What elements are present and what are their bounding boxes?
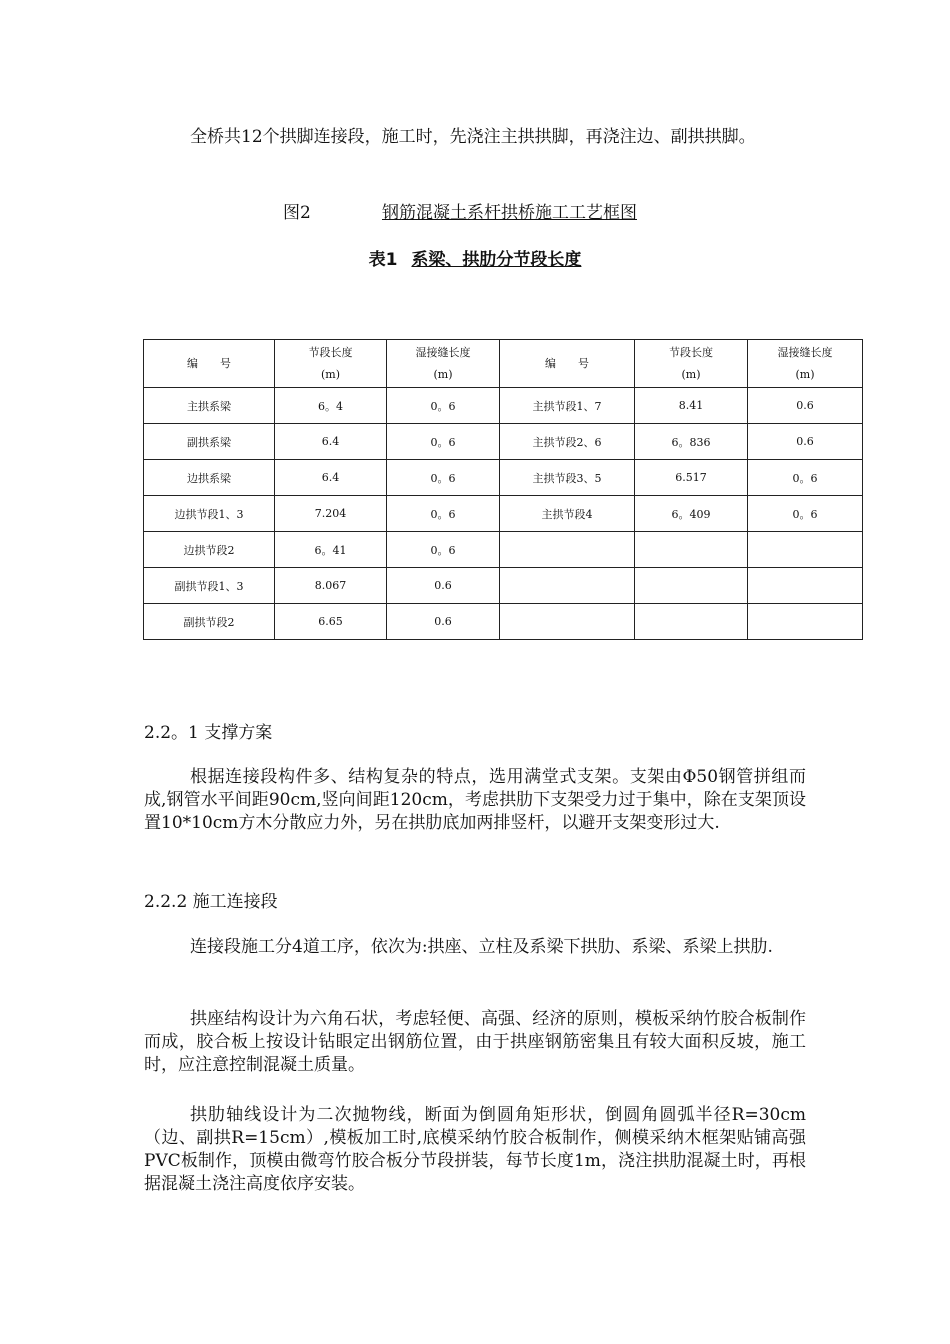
table-cell bbox=[635, 568, 748, 604]
table-cell: 6.517 bbox=[635, 460, 748, 496]
intro-paragraph: 全桥共12个拱脚连接段，施工时，先浇注主拱拱脚，再浇注边、副拱拱脚。 bbox=[190, 127, 756, 147]
table-row bbox=[144, 568, 863, 604]
table-cell: 0。6 bbox=[387, 532, 500, 568]
table-cell: 6.65 bbox=[275, 604, 387, 640]
section-222-paragraph-1: 连接段施工分4道工序，依次为:拱座、立柱及系梁下拱肋、系梁、系梁上拱肋. bbox=[190, 937, 773, 957]
figure-number: 图2 bbox=[283, 203, 311, 223]
segment-length-table bbox=[143, 339, 863, 640]
table-row bbox=[144, 496, 863, 532]
table-cell: 6.4 bbox=[275, 424, 387, 460]
table-cell bbox=[748, 568, 863, 604]
table-cell: 6。4 bbox=[275, 388, 387, 424]
table-row bbox=[144, 388, 863, 424]
table-cell bbox=[500, 568, 635, 604]
table-row bbox=[144, 460, 863, 496]
table-cell: 0。6 bbox=[387, 460, 500, 496]
section-222-heading: 2.2.2 施工连接段 bbox=[144, 892, 278, 912]
table-cell: 0。6 bbox=[748, 460, 863, 496]
table-cell: 7.204 bbox=[275, 496, 387, 532]
table-cell: 0.6 bbox=[748, 388, 863, 424]
table-row bbox=[144, 532, 863, 568]
table-cell: 主拱节段1、7 bbox=[500, 388, 635, 424]
table-row bbox=[144, 424, 863, 460]
header-id: 编 号 bbox=[144, 340, 275, 388]
section-222-paragraph-2: 拱座结构设计为六角石状，考虑轻便、高强、经济的原则，模板采纳竹胶合板制作而成，胶合板上按设计钻眼定出钢筋位置，由于拱座钢筋密集且有较大面积反坡，施工时，应注意控制混凝土质量。 bbox=[144, 1009, 806, 1075]
table-cell: 0.6 bbox=[387, 604, 500, 640]
table-cell: 8.067 bbox=[275, 568, 387, 604]
header-id-2: 编 号 bbox=[500, 340, 635, 388]
header-joint-2: 湿接缝长度 (m) bbox=[748, 340, 863, 388]
table-cell: 副拱节段1、3 bbox=[144, 568, 275, 604]
table-cell: 6。836 bbox=[635, 424, 748, 460]
section-222-paragraph-3: 拱肋轴线设计为二次抛物线，断面为倒圆角矩形状，倒圆角圆弧半径R=30cm（边、副拱R=15cm）,模板加工时,底模采纳竹胶合板制作，侧模采纳木框架贴铺高强PVC板制作，顶模由微弯竹胶合板分节段拼装，每节长度1m，浇注拱肋混凝土时，再根据混凝土浇注高度依序安装。 bbox=[144, 1105, 806, 1194]
table-cell: 副拱节段2 bbox=[144, 604, 275, 640]
table-cell bbox=[635, 604, 748, 640]
table-cell bbox=[500, 604, 635, 640]
table-cell: 边拱节段2 bbox=[144, 532, 275, 568]
table-title: 系梁、拱肋分节段长度 bbox=[411, 250, 582, 270]
table-cell bbox=[748, 604, 863, 640]
table-cell: 主拱节段4 bbox=[500, 496, 635, 532]
table-cell: 6。409 bbox=[635, 496, 748, 532]
table-header-row bbox=[144, 340, 863, 388]
header-length-2: 节段长度 (m) bbox=[635, 340, 748, 388]
table-cell: 0.6 bbox=[387, 568, 500, 604]
header-joint: 湿接缝长度 (m) bbox=[387, 340, 500, 388]
section-221-heading: 2.2。1 支撑方案 bbox=[144, 723, 273, 743]
table-cell: 边拱节段1、3 bbox=[144, 496, 275, 532]
table-caption bbox=[0, 245, 950, 270]
table-cell: 0。6 bbox=[748, 496, 863, 532]
figure-title: 钢筋混凝土系杆拱桥施工工艺框图 bbox=[382, 203, 637, 223]
table-cell: 0.6 bbox=[748, 424, 863, 460]
table-cell: 6.4 bbox=[275, 460, 387, 496]
table-cell: 主拱节段3、5 bbox=[500, 460, 635, 496]
table-cell: 0。6 bbox=[387, 496, 500, 532]
header-length: 节段长度 (m) bbox=[275, 340, 387, 388]
table-cell: 8.41 bbox=[635, 388, 748, 424]
table-row bbox=[144, 604, 863, 640]
table-cell: 6。41 bbox=[275, 532, 387, 568]
table-cell: 主拱系梁 bbox=[144, 388, 275, 424]
table-cell: 边拱系梁 bbox=[144, 460, 275, 496]
section-221-paragraph: 根据连接段构件多、结构复杂的特点，选用满堂式支架。支架由Φ50钢管拼组而成,钢管水平间距90cm,竖向间距120cm，考虑拱肋下支架受力过于集中，除在支架顶设置10*10cm方木分散应力外，另在拱肋底加两排竖杆，以避开支架变形过大. bbox=[144, 767, 806, 833]
table-cell: 主拱节段2、6 bbox=[500, 424, 635, 460]
table-cell bbox=[635, 532, 748, 568]
table-cell: 0。6 bbox=[387, 388, 500, 424]
table-cell: 副拱系梁 bbox=[144, 424, 275, 460]
table-cell bbox=[748, 532, 863, 568]
table-cell: 0。6 bbox=[387, 424, 500, 460]
table-cell bbox=[500, 532, 635, 568]
table-number: 表1 bbox=[368, 250, 398, 270]
